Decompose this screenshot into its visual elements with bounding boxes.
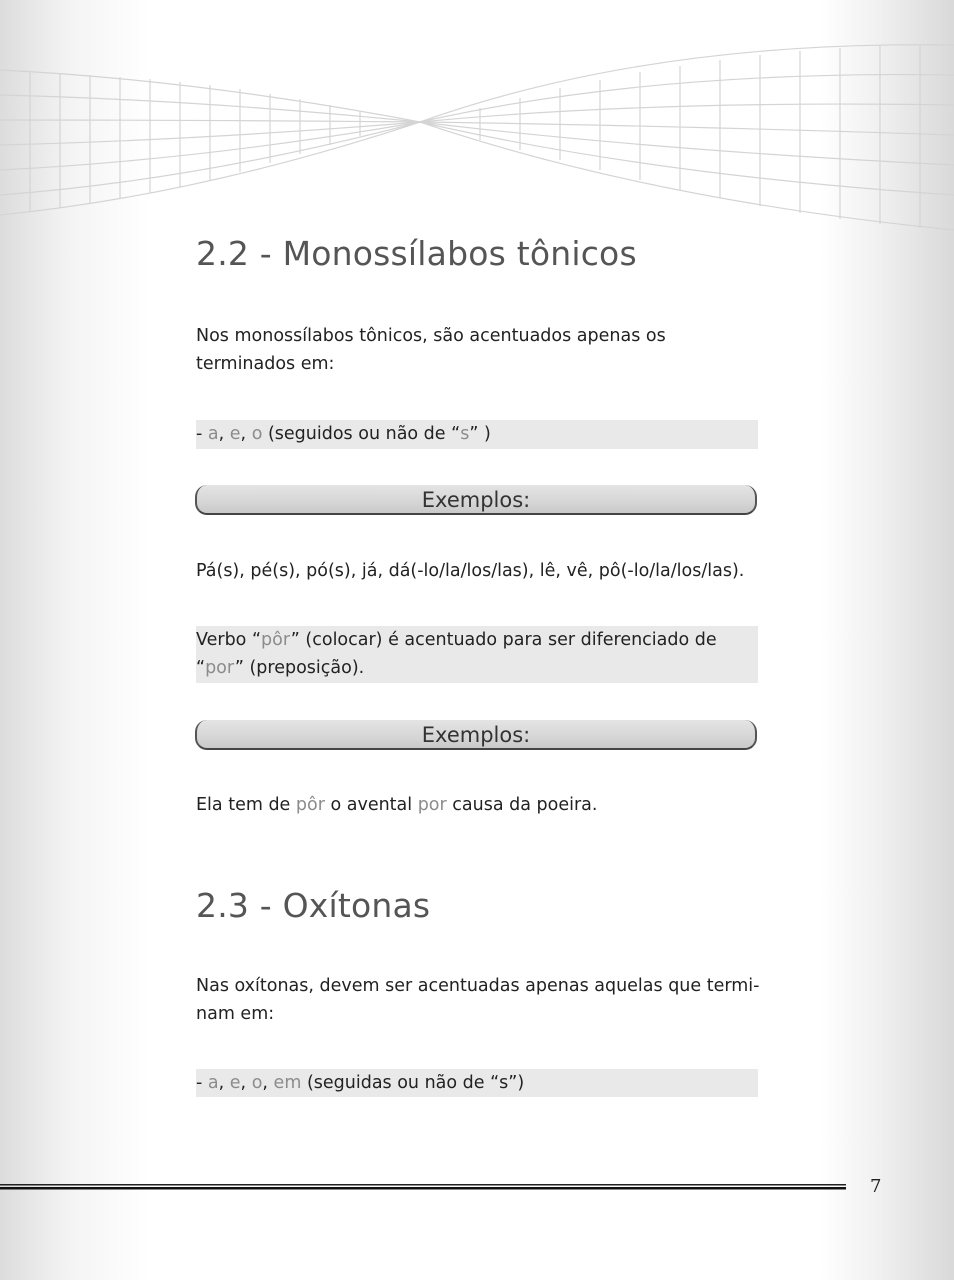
section-title-oxitonas: 2.3 - Oxítonas: [196, 886, 431, 925]
ox-rule-letter-e: e: [229, 1073, 241, 1093]
verb-note-word-por: por: [205, 658, 235, 678]
ox-rule-end: (seguidas ou não de “s”): [301, 1073, 525, 1093]
ox-rule-sep-2: ,: [240, 1073, 252, 1093]
sentence-part-3: causa da poeira.: [446, 795, 598, 815]
monossilabos-examples: Pá(s), pé(s), pó(s), já, dá(-lo/la/los/las), lê, vê, pô(-lo/la/los/las).: [196, 561, 745, 581]
sentence-part-1: Ela tem de: [196, 795, 296, 815]
rule-sep-2: ,: [240, 424, 252, 444]
ox-rule-letter-a: a: [207, 1073, 219, 1093]
sentence-word-por: por: [417, 795, 447, 815]
rule-sep-1: ,: [218, 424, 230, 444]
oxitonas-intro: Nas oxítonas, devem ser acentuadas apenas aquelas que termi-nam em:: [196, 976, 760, 1024]
rule-mid: (seguidos ou não de “: [262, 424, 461, 444]
rule-end: ” ): [469, 424, 491, 444]
sentence-part-2: o avental: [324, 795, 418, 815]
rule-prefix: -: [196, 424, 208, 444]
verb-note-part-2: ” (colocar) é acentuado para ser diferenciado de “: [196, 630, 717, 678]
rule-letter-e: e: [229, 424, 241, 444]
ox-rule-letter-o: o: [251, 1073, 263, 1093]
rule-letter-s: s: [460, 424, 470, 444]
ox-rule-prefix: -: [196, 1073, 208, 1093]
examples-header-1: Exemplos:: [195, 485, 757, 515]
examples-header-2: Exemplos:: [195, 720, 757, 750]
monossilabos-rule: [196, 420, 758, 449]
verb-note-part-1: Verbo “: [196, 630, 262, 650]
oxitonas-rule: [196, 1069, 758, 1097]
verb-por-note: [196, 626, 758, 683]
section-title-monossilabos: 2.2 - Monossílabos tônicos: [196, 234, 637, 273]
rule-letter-a: a: [207, 424, 219, 444]
decorative-grid-header: [0, 0, 954, 240]
ox-rule-letters-em: em: [273, 1073, 302, 1093]
sentence-word-por-accent: pôr: [295, 795, 325, 815]
rule-letter-o: o: [251, 424, 263, 444]
ox-rule-sep-1: ,: [218, 1073, 230, 1093]
page-number: 7: [870, 1176, 882, 1197]
footer-rule: [0, 1184, 846, 1191]
verb-note-word-por-accent: pôr: [261, 630, 291, 650]
ox-rule-sep-3: ,: [262, 1073, 274, 1093]
verb-note-part-3: ” (preposição).: [234, 658, 365, 678]
example-sentence: [196, 791, 761, 819]
monossilabos-intro: Nos monossílabos tônicos, são acentuados apenas os terminados em:: [196, 326, 666, 374]
